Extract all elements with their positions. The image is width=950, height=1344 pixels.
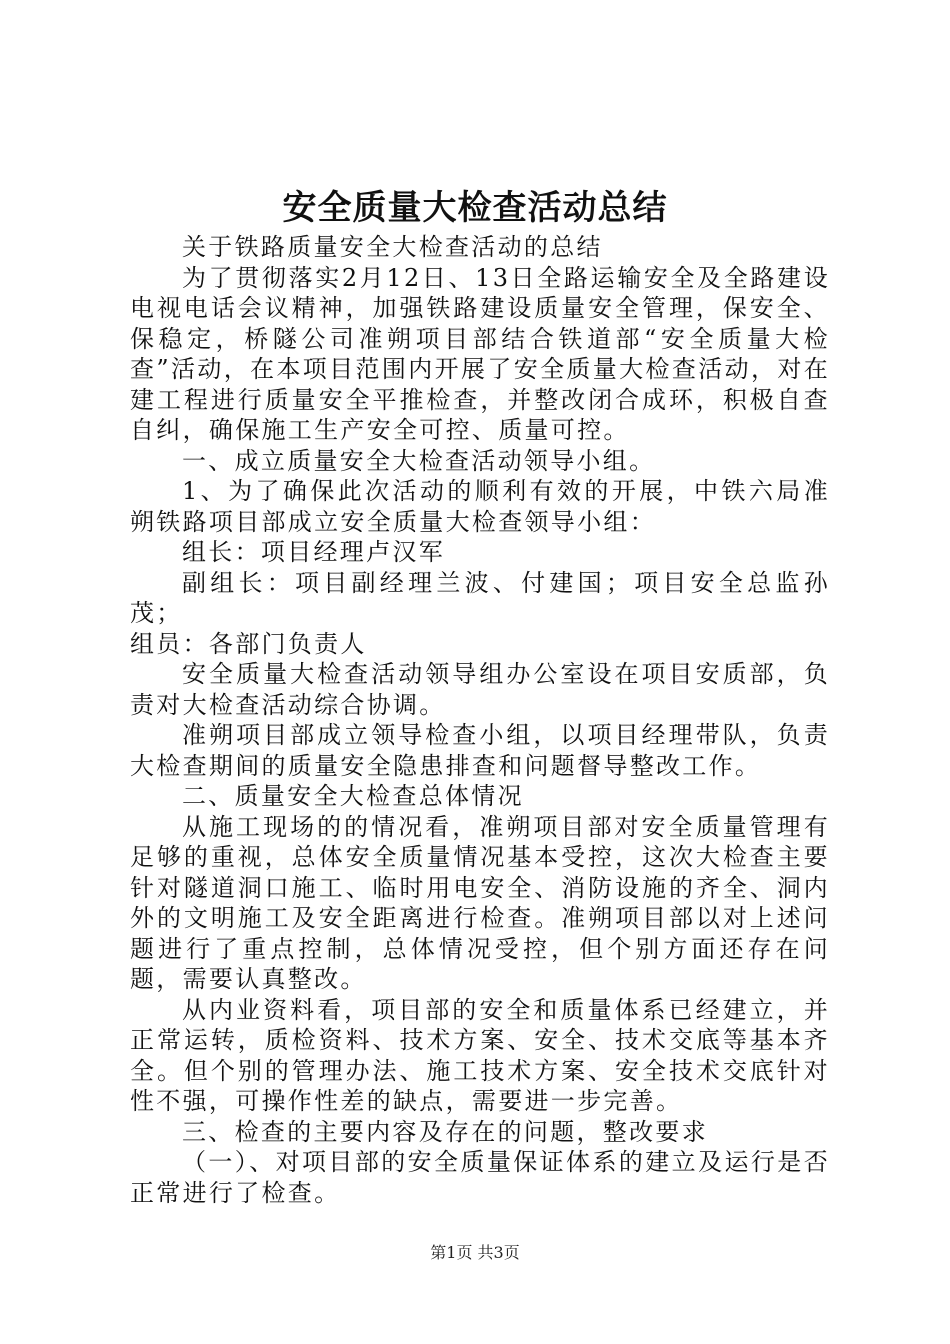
- paragraph-members: 组员：各部门负责人: [130, 629, 367, 658]
- document-body: [130, 232, 830, 1208]
- paragraph-site-situation: 从施工现场的的情况看，准朔项目部对安全质量管理有足够的重视，总体安全质量情况基本受控，这次大检查主要针对隧道洞口施工、临时用电安全、消防设施的齐全、洞内外的文明施工及安全距离进行检查。准朔项目部以对上述问题进行了重点控制，总体情况受控，但个别方面还存在问题，需要认真整改。: [130, 812, 830, 993]
- paragraph-group-leader: 组长：项目经理卢汉军: [182, 538, 445, 566]
- section-heading-2: 二、质量安全大检查总体情况: [182, 782, 524, 810]
- paragraph-subtitle: 关于铁路质量安全大检查活动的总结: [182, 233, 603, 261]
- document-title: 安全质量大检查活动总结: [282, 188, 668, 228]
- paragraph-inspection-team: 准朔项目部成立领导检查小组，以项目经理带队，负责大检查期间的质量安全隐患排查和问题督导整改工作。: [130, 721, 830, 780]
- paragraph-internal-documents: 从内业资料看，项目部的安全和质量体系已经建立，并正常运转，质检资料、技术方案、安全、技术交底等基本齐全。但个别的管理办法、施工技术方案、安全技术交底针对性不强，可操作性差的缺点，需要进一步完善。: [130, 995, 830, 1115]
- paragraph-deputy-leaders: 副组长：项目副经理兰波、付建国；项目安全总监孙茂；: [130, 568, 830, 627]
- paragraph-intro: 为了贯彻落实2月12日、13日全路运输安全及全路建设电视电话会议精神，加强铁路建设质量安全管理，保安全、保稳定，桥隧公司准朔项目部结合铁道部“安全质量大检查”活动，在本项目范围内开展了安全质量大检查活动，对在建工程进行质量安全平推检查，并整改闭合成环，积极自查自纠，确保施工生产安全可控、质量可控。: [130, 263, 830, 444]
- section-heading-3: 三、检查的主要内容及存在的问题，整改要求: [182, 1117, 708, 1146]
- paragraph-item-1: （一）、对项目部的安全质量保证体系的建立及运行是否正常进行了检查。: [130, 1148, 830, 1207]
- page-footer: 第1页 共3页: [430, 1243, 520, 1262]
- paragraph-office: 安全质量大检查活动领导组办公室设在项目安质部，负责对大检查活动综合协调。: [130, 660, 830, 719]
- section-heading-1: 一、成立质量安全大检查活动领导小组。: [182, 446, 656, 475]
- paragraph-leadership-group: 1、为了确保此次活动的顺利有效的开展，中铁六局准朔铁路项目部成立安全质量大检查领导小组：: [130, 477, 830, 536]
